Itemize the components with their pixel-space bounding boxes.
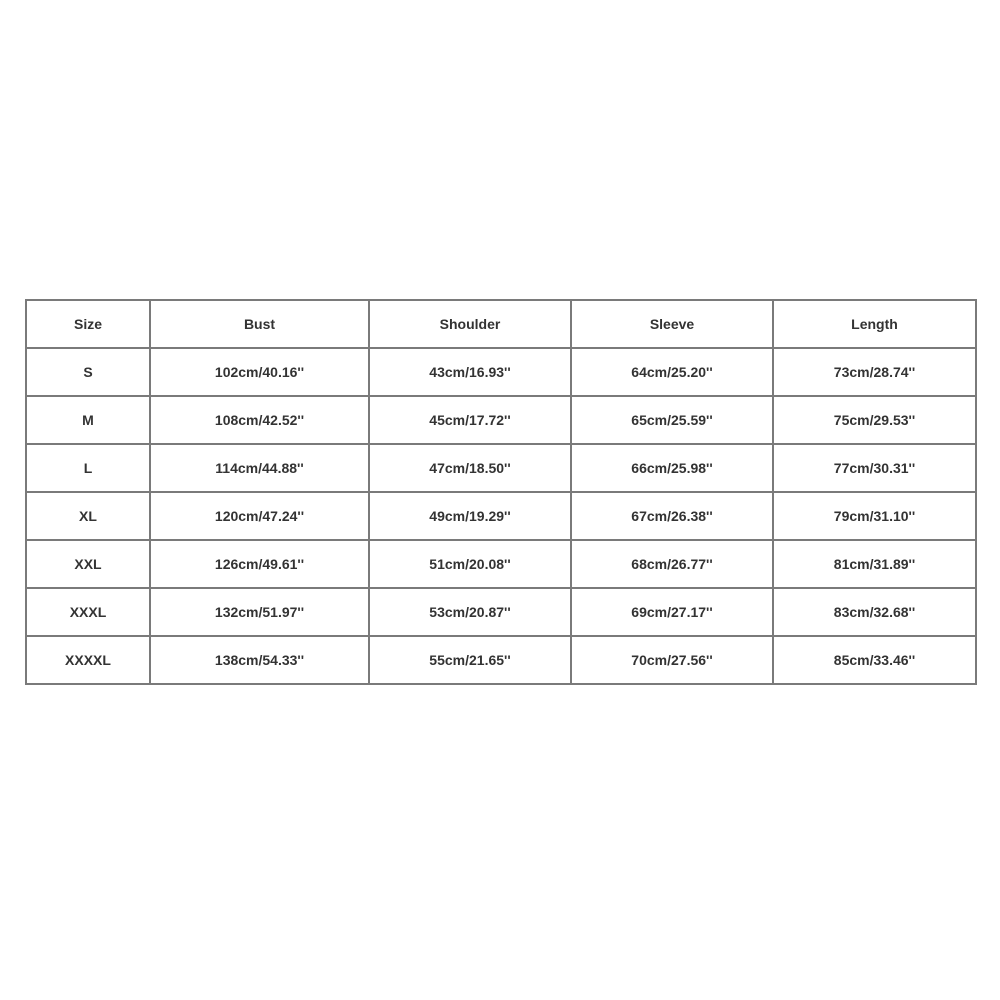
cell-size: XXXXL [26, 636, 150, 684]
cell-length: 75cm/29.53'' [773, 396, 976, 444]
cell-size: XXL [26, 540, 150, 588]
cell-size: S [26, 348, 150, 396]
cell-shoulder: 55cm/21.65'' [369, 636, 571, 684]
table-row [26, 588, 976, 636]
cell-shoulder: 47cm/18.50'' [369, 444, 571, 492]
cell-bust: 120cm/47.24'' [150, 492, 369, 540]
cell-sleeve: 70cm/27.56'' [571, 636, 773, 684]
cell-size: L [26, 444, 150, 492]
size-chart-table [25, 299, 977, 685]
cell-size: XXXL [26, 588, 150, 636]
cell-shoulder: 53cm/20.87'' [369, 588, 571, 636]
table-row [26, 636, 976, 684]
cell-sleeve: 66cm/25.98'' [571, 444, 773, 492]
table-row [26, 396, 976, 444]
header-length: Length [773, 300, 976, 348]
header-shoulder: Shoulder [369, 300, 571, 348]
table-row [26, 444, 976, 492]
cell-length: 79cm/31.10'' [773, 492, 976, 540]
cell-sleeve: 68cm/26.77'' [571, 540, 773, 588]
cell-shoulder: 45cm/17.72'' [369, 396, 571, 444]
cell-length: 77cm/30.31'' [773, 444, 976, 492]
header-bust: Bust [150, 300, 369, 348]
cell-bust: 132cm/51.97'' [150, 588, 369, 636]
table-row [26, 348, 976, 396]
table-row [26, 540, 976, 588]
cell-bust: 102cm/40.16'' [150, 348, 369, 396]
cell-length: 83cm/32.68'' [773, 588, 976, 636]
header-row [26, 300, 976, 348]
cell-shoulder: 49cm/19.29'' [369, 492, 571, 540]
cell-bust: 138cm/54.33'' [150, 636, 369, 684]
cell-length: 73cm/28.74'' [773, 348, 976, 396]
cell-bust: 108cm/42.52'' [150, 396, 369, 444]
cell-bust: 126cm/49.61'' [150, 540, 369, 588]
cell-size: M [26, 396, 150, 444]
cell-length: 81cm/31.89'' [773, 540, 976, 588]
table-row [26, 492, 976, 540]
cell-length: 85cm/33.46'' [773, 636, 976, 684]
cell-sleeve: 69cm/27.17'' [571, 588, 773, 636]
cell-sleeve: 64cm/25.20'' [571, 348, 773, 396]
cell-sleeve: 67cm/26.38'' [571, 492, 773, 540]
cell-shoulder: 51cm/20.08'' [369, 540, 571, 588]
cell-bust: 114cm/44.88'' [150, 444, 369, 492]
header-size: Size [26, 300, 150, 348]
cell-sleeve: 65cm/25.59'' [571, 396, 773, 444]
cell-shoulder: 43cm/16.93'' [369, 348, 571, 396]
cell-size: XL [26, 492, 150, 540]
header-sleeve: Sleeve [571, 300, 773, 348]
